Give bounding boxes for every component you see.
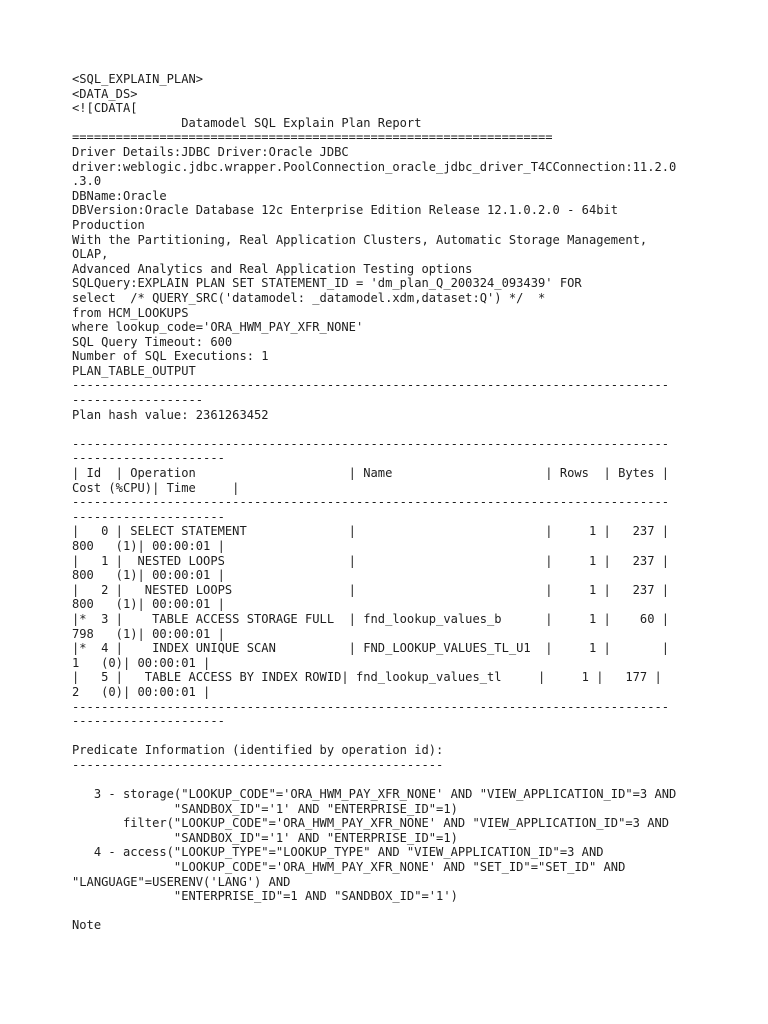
sql-executions: Number of SQL Executions: 1 (72, 349, 269, 364)
divider-rule: ---------------------------------------------------------------------------------- (72, 436, 670, 451)
divider-rule-tail: --------------------- (72, 509, 225, 524)
title-rule: ================================================================== (72, 130, 553, 145)
plan-table-row: |* 3 | TABLE ACCESS STORAGE FULL | fnd_lookup_values_b | 1 | 60 | (72, 611, 670, 626)
sql-query-line: from HCM_LOOKUPS (72, 305, 189, 320)
sql-query-line: SQLQuery:EXPLAIN PLAN SET STATEMENT_ID = 'dm_plan_Q_200324_093439' FOR (72, 276, 582, 291)
blank-line (72, 422, 762, 437)
sql-explain-plan-open-tag: <SQL_EXPLAIN_PLAN> (72, 72, 204, 86)
data-ds-open-tag: <DATA_DS> (72, 86, 138, 101)
db-name: DBName:Oracle (72, 188, 167, 203)
plan-table-row: | 0 | SELECT STATEMENT | | 1 | 237 | (72, 524, 670, 539)
plan-table-row: | 2 | NESTED LOOPS | | 1 | 237 | (72, 582, 670, 597)
plan-table-row: |* 4 | INDEX UNIQUE SCAN | FND_LOOKUP_VALUES_TL_U1 | 1 | | (72, 641, 670, 656)
db-version-line: DBVersion:Oracle Database 12c Enterprise Edition Release 12.1.0.2.0 - 64bit (72, 203, 619, 218)
divider-rule-tail: ------------------ (72, 393, 204, 408)
plan-table-row-cost: 800 (1)| 00:00:01 | (72, 539, 225, 553)
plan-table-output-label: PLAN_TABLE_OUTPUT (72, 363, 196, 378)
predicate-line: filter("LOOKUP_CODE"='ORA_HWM_PAY_XFR_NONE' AND "VIEW_APPLICATION_ID"=3 AND (72, 816, 670, 831)
driver-details-line: .3.0 (72, 174, 102, 189)
db-version-line: OLAP, (72, 247, 109, 262)
query-timeout: SQL Query Timeout: 600 (72, 334, 233, 349)
plan-table-row: | 1 | NESTED LOOPS | | 1 | 237 | (72, 553, 670, 568)
predicate-line: "SANDBOX_ID"='1' AND "ENTERPRISE_ID"=1) (72, 801, 458, 816)
db-version-line: Advanced Analytics and Real Application Testing options (72, 261, 473, 276)
predicate-line: "LANGUAGE"=USERENV('LANG') AND (72, 874, 291, 889)
note-label: Note (72, 918, 102, 933)
plan-table-row-cost: 800 (1)| 00:00:01 | (72, 568, 225, 583)
predicate-line: "LOOKUP_CODE"='ORA_HWM_PAY_XFR_NONE' AND "SET_ID"="SET_ID" AND (72, 860, 626, 875)
plan-table-header: Cost (%CPU)| Time | (72, 480, 240, 495)
sql-query-line: where lookup_code='ORA_HWM_PAY_XFR_NONE' (72, 320, 364, 335)
predicate-line: "SANDBOX_ID"='1' AND "ENTERPRISE_ID"=1) (72, 830, 458, 845)
divider-rule: ---------------------------------------------------------------------------------- (72, 378, 670, 393)
divider-rule: ---------------------------------------------------------------------------------- (72, 495, 670, 510)
predicate-rule: --------------------------------------------------- (72, 757, 444, 772)
predicate-line: 4 - access("LOOKUP_TYPE"="LOOKUP_TYPE" AND "VIEW_APPLICATION_ID"=3 AND (72, 845, 604, 860)
divider-rule-tail: --------------------- (72, 714, 225, 729)
plan-hash-value: Plan hash value: 2361263452 (72, 407, 269, 422)
plan-table-row-cost: 1 (0)| 00:00:01 | (72, 655, 211, 670)
divider-rule-tail: --------------------- (72, 451, 225, 466)
blank-line (72, 773, 762, 788)
divider-rule: ---------------------------------------------------------------------------------- (72, 699, 670, 714)
db-version-line: Production (72, 217, 145, 232)
sql-query-line: select /* QUERY_SRC('datamodel: _datamodel.xdm,dataset:Q') */ * (72, 290, 546, 305)
plan-table-header: | Id | Operation | Name | Rows | Bytes | (72, 466, 670, 481)
cdata-open-tag: <![CDATA[ (72, 101, 138, 116)
driver-details-line: driver:weblogic.jdbc.wrapper.PoolConnection_oracle_jdbc_driver_T4CConnection:11.2.0 (72, 159, 677, 174)
explain-plan-report (72, 72, 762, 933)
blank-line (72, 904, 762, 919)
predicate-heading: Predicate Information (identified by operation id): (72, 743, 444, 758)
plan-table-row-cost: 2 (0)| 00:00:01 | (72, 684, 211, 699)
blank-line (72, 729, 762, 744)
driver-details-line: Driver Details:JDBC Driver:Oracle JDBC (72, 144, 349, 159)
db-version-line: With the Partitioning, Real Application Clusters, Automatic Storage Management, (72, 232, 648, 247)
plan-table-row-cost: 800 (1)| 00:00:01 | (72, 597, 225, 612)
predicate-line: 3 - storage("LOOKUP_CODE"='ORA_HWM_PAY_XFR_NONE' AND "VIEW_APPLICATION_ID"=3 AND (72, 787, 677, 802)
predicate-line: "ENTERPRISE_ID"=1 AND "SANDBOX_ID"='1') (72, 889, 458, 904)
plan-table-row: | 5 | TABLE ACCESS BY INDEX ROWID| fnd_lookup_values_tl | 1 | 177 | (72, 670, 662, 685)
report-title: Datamodel SQL Explain Plan Report (72, 115, 422, 130)
plan-table-row-cost: 798 (1)| 00:00:01 | (72, 626, 225, 641)
